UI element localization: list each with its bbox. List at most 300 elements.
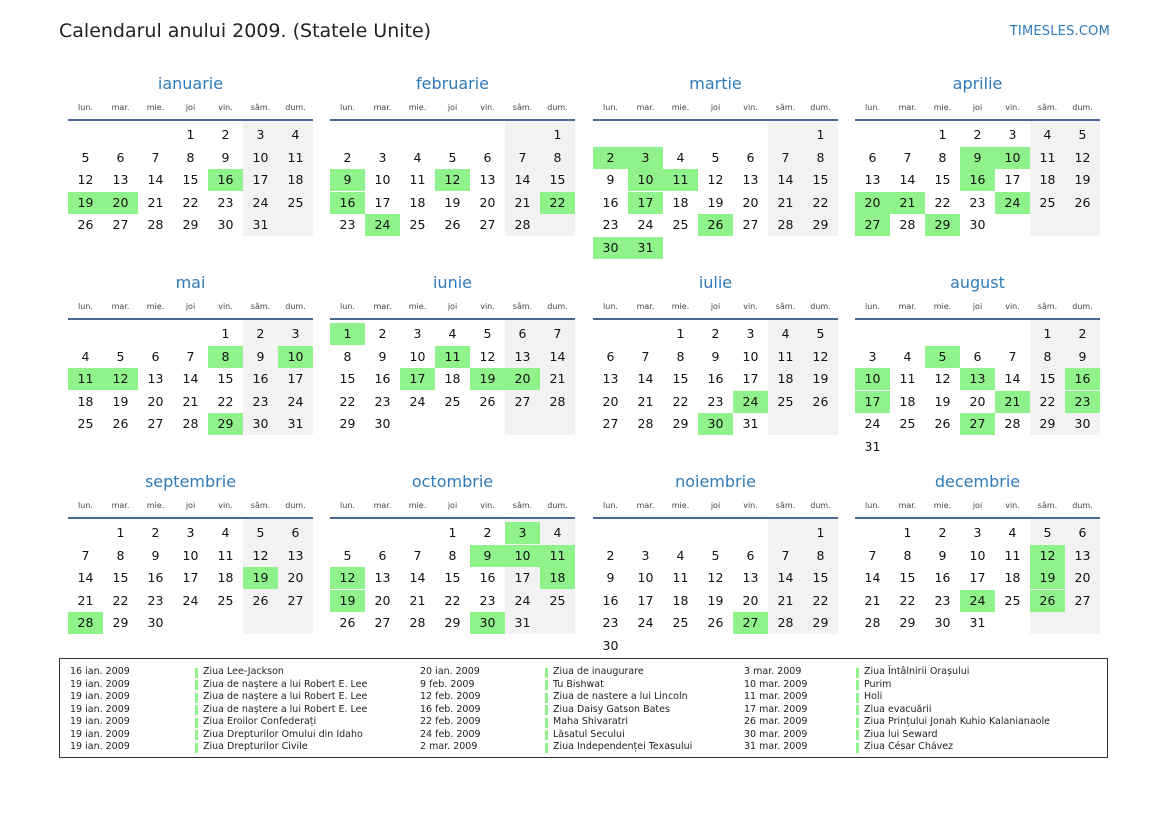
- legend-column: [420, 666, 750, 754]
- day-cell: 30: [969, 217, 986, 232]
- month-name: decembrie: [934, 472, 1021, 491]
- legend-date: 19 ian. 2009: [70, 703, 130, 715]
- day-cell: 11: [1004, 547, 1021, 563]
- day-cell: 26: [444, 217, 461, 232]
- day-cell: 18: [77, 393, 94, 409]
- day-cell: 17: [1004, 172, 1021, 187]
- day-cell: 10: [182, 547, 199, 563]
- day-cell: 27: [112, 217, 129, 232]
- weekday-label: sâm.: [775, 501, 796, 510]
- day-cell: 4: [903, 348, 912, 364]
- holiday-legend: [59, 658, 1108, 758]
- day-cell: 15: [672, 371, 689, 386]
- day-cell: 30: [934, 615, 951, 630]
- legend-item: [420, 679, 750, 692]
- day-cell: 20: [602, 393, 619, 409]
- day-cell: 7: [81, 547, 90, 563]
- day-cell: 26: [112, 416, 129, 431]
- weekday-label: lun.: [340, 501, 355, 510]
- legend-item: [420, 741, 750, 754]
- holiday-day-cell: 17: [855, 391, 890, 413]
- day-cell: 6: [1078, 525, 1087, 540]
- weekday-label: mar.: [636, 501, 655, 510]
- day-cell: 14: [637, 371, 654, 386]
- holiday-day-cell: 3: [505, 522, 540, 544]
- weekday-label: vin.: [743, 302, 758, 311]
- legend-holiday-name: Ziua de naștere a lui Robert E. Lee: [203, 703, 368, 715]
- weekday-label: dum.: [810, 103, 831, 112]
- holiday-day-cell: 24: [995, 192, 1030, 214]
- weekday-label: mie.: [933, 103, 952, 112]
- legend-date: 19 ian. 2009: [70, 678, 130, 690]
- legend-item: [70, 679, 400, 692]
- holiday-color-marker: [856, 693, 859, 703]
- header-rule: [855, 318, 1100, 320]
- day-cell: 31: [514, 615, 531, 630]
- day-cell: 7: [781, 547, 790, 563]
- weekday-label: mar.: [111, 302, 130, 311]
- day-cell: 27: [1074, 592, 1091, 608]
- day-cell: 2: [711, 326, 720, 341]
- weekday-label: mar.: [898, 302, 917, 311]
- day-cell: 23: [934, 592, 951, 608]
- month-name: noiembrie: [675, 472, 756, 491]
- holiday-day-cell: 27: [960, 413, 995, 435]
- day-cell: 23: [602, 615, 619, 630]
- holiday-color-marker: [195, 693, 198, 703]
- day-cell: 28: [864, 615, 881, 630]
- day-cell: 1: [903, 525, 912, 540]
- header-rule: [330, 517, 575, 519]
- month-name: octombrie: [411, 472, 494, 491]
- day-cell: 24: [864, 416, 881, 431]
- day-cell: 8: [343, 348, 352, 364]
- day-cell: 7: [553, 326, 562, 341]
- holiday-day-cell: 27: [733, 612, 768, 634]
- day-cell: 10: [374, 172, 391, 187]
- day-cell: 28: [777, 615, 794, 630]
- day-cell: 7: [1008, 348, 1017, 364]
- day-cell: 27: [147, 416, 164, 431]
- day-cell: 27: [602, 416, 619, 431]
- day-cell: 4: [291, 127, 300, 142]
- legend-item: [744, 704, 1074, 717]
- day-cell: 14: [1004, 371, 1021, 386]
- day-cell: 6: [151, 348, 160, 364]
- day-cell: 13: [287, 547, 304, 563]
- day-cell: 7: [151, 149, 160, 165]
- holiday-day-cell: 9: [470, 545, 505, 567]
- day-cell: 25: [1004, 592, 1021, 608]
- legend-holiday-name: Ziua evacuării: [864, 703, 932, 715]
- legend-item: [744, 691, 1074, 704]
- holiday-day-cell: 23: [1065, 391, 1100, 413]
- holiday-color-marker: [195, 730, 198, 740]
- day-cell: 28: [549, 393, 566, 409]
- day-cell: 2: [938, 525, 947, 540]
- site-link[interactable]: TIMESLES.COM: [1009, 24, 1110, 39]
- header-rule: [330, 119, 575, 121]
- weekday-label: joi: [710, 302, 721, 311]
- weekday-label: joi: [447, 501, 458, 510]
- day-cell: 16: [707, 371, 724, 386]
- day-cell: 31: [864, 438, 881, 454]
- day-cell: 25: [1039, 194, 1056, 210]
- day-cell: 1: [553, 127, 562, 142]
- day-cell: 1: [116, 525, 125, 540]
- day-cell: 20: [287, 570, 304, 585]
- day-cell: 4: [676, 547, 685, 563]
- day-cell: 23: [969, 194, 986, 210]
- holiday-day-cell: 12: [103, 368, 138, 390]
- month-name: februarie: [415, 74, 490, 93]
- day-cell: 26: [707, 615, 724, 630]
- day-cell: 13: [112, 172, 129, 187]
- day-cell: 6: [378, 547, 387, 563]
- day-cell: 12: [812, 348, 829, 364]
- day-cell: 20: [1074, 570, 1091, 585]
- day-cell: 23: [374, 393, 391, 409]
- legend-date: 24 feb. 2009: [420, 728, 481, 740]
- day-cell: 1: [676, 326, 685, 341]
- holiday-day-cell: 1: [330, 323, 365, 345]
- day-cell: 22: [899, 592, 916, 608]
- holiday-day-cell: 20: [855, 192, 890, 214]
- weekday-label: lun.: [78, 103, 93, 112]
- holiday-color-marker: [856, 668, 859, 678]
- day-cell: 8: [816, 149, 825, 165]
- day-cell: 16: [479, 570, 496, 585]
- day-cell: 22: [812, 194, 829, 210]
- day-cell: 29: [812, 217, 829, 232]
- holiday-day-cell: 10: [505, 545, 540, 567]
- holiday-color-marker: [856, 705, 859, 715]
- day-cell: 28: [899, 217, 916, 232]
- day-cell: 24: [409, 393, 426, 409]
- holiday-day-cell: 10: [995, 147, 1030, 169]
- day-cell: 31: [287, 416, 304, 431]
- weekday-label: dum.: [1072, 501, 1093, 510]
- weekday-label: dum.: [547, 302, 568, 311]
- legend-holiday-name: Ziua de naștere a lui Robert E. Lee: [203, 691, 368, 702]
- day-cell: 21: [409, 592, 426, 608]
- day-cell: 11: [409, 172, 426, 187]
- weekday-label: dum.: [1072, 103, 1093, 112]
- legend-holiday-name: Holi: [864, 691, 883, 702]
- day-cell: 27: [374, 615, 391, 630]
- header-rule: [593, 318, 838, 320]
- month-octombrie: [330, 472, 575, 662]
- weekday-label: mie.: [146, 501, 165, 510]
- day-cell: 2: [151, 525, 160, 540]
- holiday-day-cell: 19: [470, 368, 505, 390]
- month-aprilie: [855, 74, 1100, 264]
- day-cell: 8: [816, 547, 825, 563]
- day-cell: 25: [444, 393, 461, 409]
- holiday-color-marker: [195, 743, 198, 753]
- header-rule: [68, 119, 313, 121]
- legend-date: 19 ian. 2009: [70, 691, 130, 702]
- day-cell: 22: [217, 393, 234, 409]
- legend-item: [70, 716, 400, 729]
- weekday-label: dum.: [1072, 302, 1093, 311]
- day-cell: 2: [221, 127, 230, 142]
- weekday-label: mie.: [671, 302, 690, 311]
- day-cell: 6: [116, 149, 125, 165]
- day-cell: 13: [479, 172, 496, 187]
- holiday-color-marker: [856, 730, 859, 740]
- weekday-label: vin.: [218, 302, 233, 311]
- holiday-day-cell: 19: [243, 567, 278, 589]
- weekday-label: vin.: [1005, 103, 1020, 112]
- day-cell: 18: [899, 393, 916, 409]
- weekday-label: vin.: [1005, 302, 1020, 311]
- day-cell: 10: [637, 570, 654, 585]
- weekday-label: joi: [185, 302, 196, 311]
- legend-holiday-name: Ziua Drepturilor Civile: [203, 741, 308, 752]
- day-cell: 6: [868, 149, 877, 165]
- day-cell: 8: [938, 149, 947, 165]
- holiday-day-cell: 5: [925, 346, 960, 368]
- legend-date: 16 ian. 2009: [70, 666, 130, 677]
- day-cell: 21: [637, 393, 654, 409]
- day-cell: 22: [112, 592, 129, 608]
- holiday-day-cell: 9: [960, 147, 995, 169]
- day-cell: 18: [217, 570, 234, 585]
- day-cell: 5: [1043, 525, 1052, 540]
- day-cell: 25: [672, 615, 689, 630]
- day-cell: 14: [77, 570, 94, 585]
- day-cell: 5: [256, 525, 265, 540]
- legend-holiday-name: Ziua Drepturilor Omului din Idaho: [203, 728, 363, 740]
- day-cell: 22: [934, 194, 951, 210]
- legend-holiday-name: Ziua Lee-Jackson: [203, 666, 284, 677]
- day-cell: 26: [479, 393, 496, 409]
- day-cell: 24: [637, 615, 654, 630]
- day-cell: 21: [864, 592, 881, 608]
- legend-date: 31 mar. 2009: [744, 741, 808, 752]
- holiday-day-cell: 22: [540, 192, 575, 214]
- day-cell: 17: [182, 570, 199, 585]
- legend-item: [70, 666, 400, 679]
- day-cell: 1: [221, 326, 230, 341]
- month-name: martie: [689, 74, 742, 93]
- day-cell: 19: [112, 393, 129, 409]
- holiday-day-cell: 31: [628, 237, 663, 259]
- day-cell: 16: [252, 371, 269, 386]
- holiday-day-cell: 18: [540, 567, 575, 589]
- day-cell: 6: [518, 326, 527, 341]
- day-cell: 13: [742, 172, 759, 187]
- legend-date: 22 feb. 2009: [420, 716, 481, 727]
- holiday-color-marker: [545, 718, 548, 728]
- weekday-label: mar.: [373, 103, 392, 112]
- holiday-day-cell: 19: [68, 192, 103, 214]
- holiday-day-cell: 29: [925, 214, 960, 236]
- legend-holiday-name: Ziua Daisy Gatson Bates: [553, 703, 670, 715]
- day-cell: 25: [672, 217, 689, 232]
- day-cell: 8: [186, 149, 195, 165]
- day-cell: 23: [217, 194, 234, 210]
- day-cell: 5: [711, 547, 720, 563]
- day-cell: 29: [812, 615, 829, 630]
- day-cell: 19: [444, 194, 461, 210]
- day-cell: 11: [672, 570, 689, 585]
- legend-item: [420, 666, 750, 679]
- legend-holiday-name: Ziua Prințului Jonah Kuhio Kalanianaole: [864, 716, 1050, 727]
- holiday-day-cell: 16: [330, 192, 365, 214]
- day-cell: 20: [374, 592, 391, 608]
- day-cell: 2: [256, 326, 265, 341]
- holiday-day-cell: 2: [593, 147, 628, 169]
- month-name: mai: [175, 273, 206, 292]
- holiday-day-cell: 11: [435, 346, 470, 368]
- day-cell: 30: [374, 416, 391, 431]
- holiday-day-cell: 12: [435, 169, 470, 191]
- day-cell: 1: [1043, 326, 1052, 341]
- day-cell: 7: [781, 149, 790, 165]
- header-rule: [330, 318, 575, 320]
- day-cell: 26: [77, 217, 94, 232]
- day-cell: 30: [602, 637, 619, 653]
- holiday-color-marker: [545, 668, 548, 678]
- holiday-day-cell: 30: [593, 237, 628, 259]
- day-cell: 23: [479, 592, 496, 608]
- weekday-label: mie.: [408, 302, 427, 311]
- weekday-label: dum.: [547, 501, 568, 510]
- day-cell: 9: [711, 348, 720, 364]
- weekday-label: joi: [447, 103, 458, 112]
- day-cell: 28: [777, 217, 794, 232]
- weekday-label: lun.: [340, 302, 355, 311]
- day-cell: 12: [934, 371, 951, 386]
- weekday-label: sâm.: [250, 302, 271, 311]
- holiday-day-cell: 8: [208, 346, 243, 368]
- day-cell: 15: [934, 172, 951, 187]
- weekday-label: sâm.: [1037, 103, 1058, 112]
- holiday-color-marker: [545, 680, 548, 690]
- day-cell: 13: [514, 348, 531, 364]
- month-iulie: [593, 273, 838, 463]
- legend-holiday-name: Ziua Eroilor Confederați: [203, 716, 317, 727]
- day-cell: 6: [973, 348, 982, 364]
- day-cell: 7: [868, 547, 877, 563]
- day-cell: 3: [413, 326, 422, 341]
- weekday-label: sâm.: [250, 501, 271, 510]
- header-rule: [855, 119, 1100, 121]
- day-cell: 18: [672, 194, 689, 210]
- legend-holiday-name: Purim: [864, 678, 892, 690]
- day-cell: 8: [903, 547, 912, 563]
- holiday-day-cell: 10: [855, 368, 890, 390]
- day-cell: 29: [899, 615, 916, 630]
- holiday-day-cell: 20: [103, 192, 138, 214]
- day-cell: 17: [287, 371, 304, 386]
- day-cell: 9: [151, 547, 160, 563]
- day-cell: 16: [147, 570, 164, 585]
- day-cell: 24: [182, 592, 199, 608]
- holiday-day-cell: 10: [628, 169, 663, 191]
- legend-date: 19 ian. 2009: [70, 728, 130, 740]
- weekday-label: mie.: [671, 501, 690, 510]
- holiday-color-marker: [545, 693, 548, 703]
- day-cell: 15: [112, 570, 129, 585]
- day-cell: 18: [409, 194, 426, 210]
- holiday-day-cell: 30: [470, 612, 505, 634]
- month-decembrie: [855, 472, 1100, 662]
- day-cell: 22: [182, 194, 199, 210]
- day-cell: 3: [746, 326, 755, 341]
- weekday-label: lun.: [865, 501, 880, 510]
- day-cell: 23: [147, 592, 164, 608]
- day-cell: 24: [287, 393, 304, 409]
- legend-date: 17 mar. 2009: [744, 703, 808, 715]
- day-cell: 17: [637, 592, 654, 608]
- weekday-label: dum.: [810, 501, 831, 510]
- day-cell: 14: [777, 570, 794, 585]
- day-cell: 4: [1008, 525, 1017, 540]
- day-cell: 2: [343, 149, 352, 165]
- weekday-label: vin.: [480, 501, 495, 510]
- header-rule: [855, 517, 1100, 519]
- day-cell: 27: [479, 217, 496, 232]
- day-cell: 14: [864, 570, 881, 585]
- weekday-label: mie.: [408, 103, 427, 112]
- day-cell: 19: [812, 371, 829, 386]
- month-noiembrie: [593, 472, 838, 662]
- day-cell: 21: [514, 194, 531, 210]
- day-cell: 15: [444, 570, 461, 585]
- holiday-day-cell: 9: [330, 169, 365, 191]
- day-cell: 22: [1039, 393, 1056, 409]
- day-cell: 27: [742, 217, 759, 232]
- day-cell: 2: [973, 127, 982, 142]
- day-cell: 10: [969, 547, 986, 563]
- legend-date: 26 mar. 2009: [744, 716, 808, 727]
- day-cell: 30: [217, 217, 234, 232]
- legend-holiday-name: Tu Bishwat: [553, 678, 604, 690]
- holiday-day-cell: 20: [505, 368, 540, 390]
- weekday-label: joi: [447, 302, 458, 311]
- weekday-label: joi: [972, 302, 983, 311]
- day-cell: 29: [1039, 416, 1056, 431]
- day-cell: 3: [291, 326, 300, 341]
- weekday-label: lun.: [603, 103, 618, 112]
- legend-holiday-name: Ziua lui Seward: [864, 728, 938, 740]
- day-cell: 4: [413, 149, 422, 165]
- month-martie: [593, 74, 838, 264]
- weekday-label: joi: [972, 103, 983, 112]
- day-cell: 26: [339, 615, 356, 630]
- day-cell: 4: [81, 348, 90, 364]
- weekday-label: mar.: [111, 501, 130, 510]
- legend-item: [744, 729, 1074, 742]
- day-cell: 21: [147, 194, 164, 210]
- holiday-day-cell: 19: [1030, 567, 1065, 589]
- day-cell: 20: [742, 592, 759, 608]
- weekday-label: lun.: [865, 302, 880, 311]
- weekday-label: mie.: [146, 302, 165, 311]
- weekday-label: sâm.: [775, 103, 796, 112]
- day-cell: 29: [182, 217, 199, 232]
- weekday-label: vin.: [480, 103, 495, 112]
- weekday-label: vin.: [218, 103, 233, 112]
- header-rule: [593, 119, 838, 121]
- legend-item: [420, 704, 750, 717]
- weekday-label: sâm.: [775, 302, 796, 311]
- month-name: septembrie: [144, 472, 237, 491]
- day-cell: 18: [444, 371, 461, 386]
